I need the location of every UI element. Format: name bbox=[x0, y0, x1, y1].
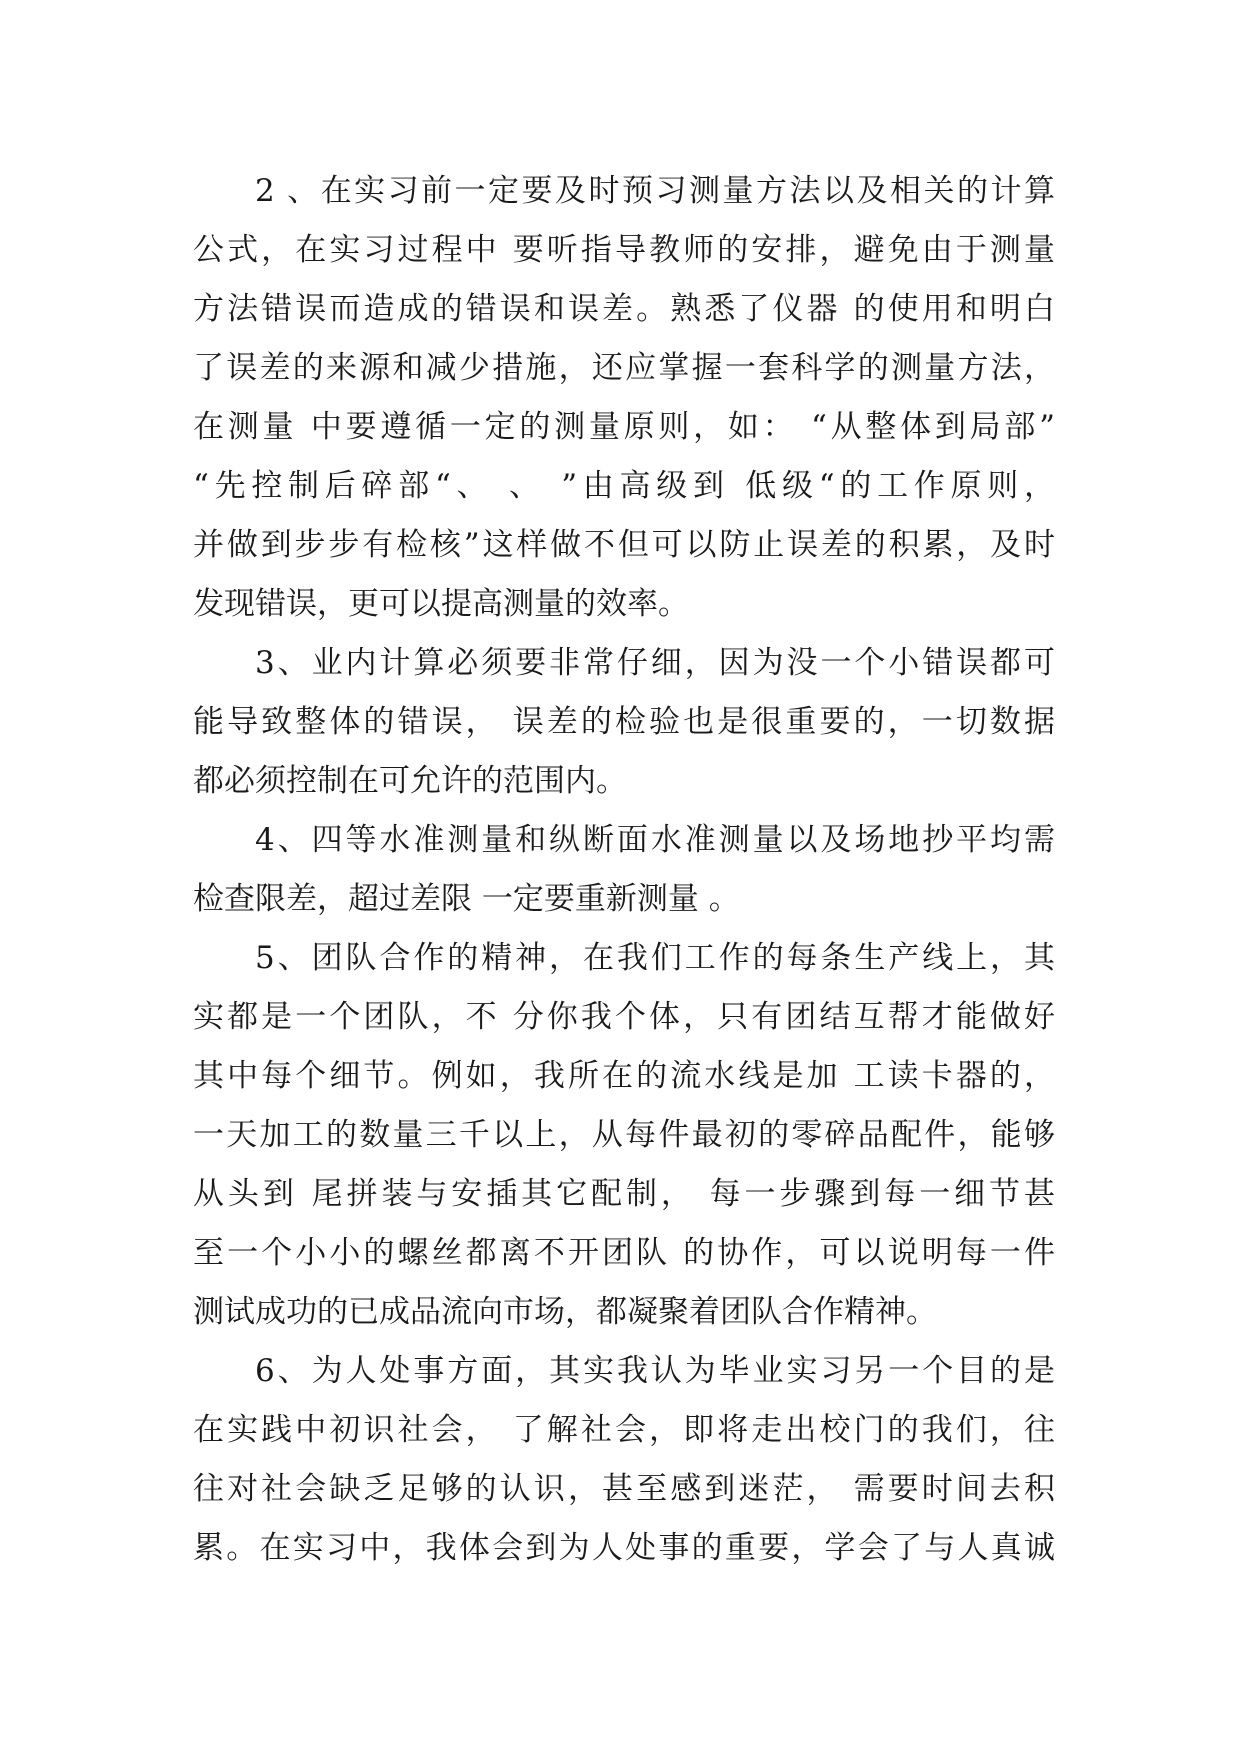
text-line: 并做到步步有检核”这样做不但可以防止误差的积累，及时 bbox=[193, 527, 1055, 563]
text-line: 发现错误，更可以提高测量的效率。 bbox=[193, 586, 689, 622]
text-line: 一天加工的数量三千以上，从每件最初的零碎品配件，能够 bbox=[193, 1117, 1055, 1153]
text-line: 能导致整体的错误， 误差的检验也是很重要的，一切数据 bbox=[193, 704, 1055, 740]
text-line: 在实践中初识社会， 了解社会，即将走出校门的我们，往 bbox=[193, 1412, 1055, 1448]
text-line: 从头到 尾拼装与安插其它配制， 每一步骤到每一细节甚 bbox=[193, 1176, 1055, 1212]
paragraph-first-line: 2 、在实习前一定要及时预习测量方法以及相关的计算 bbox=[255, 173, 1055, 209]
text-line: 检查限差，超过差限 一定要重新测量 。 bbox=[193, 881, 740, 917]
text-line: 累。在实习中，我体会到为人处事的重要，学会了与人真诚 bbox=[193, 1530, 1055, 1566]
body-text bbox=[193, 162, 1055, 1578]
text-line: 实都是一个团队，不 分你我个体，只有团结互帮才能做好 bbox=[193, 999, 1055, 1035]
text-line: 至一个小小的螺丝都离不开团队 的协作，可以说明每一件 bbox=[193, 1235, 1055, 1271]
text-line: 在测量 中要遵循一定的测量原则，如： “从整体到局部” bbox=[193, 409, 1055, 445]
text-line: 往对社会缺乏足够的认识，甚至感到迷茫， 需要时间去积 bbox=[193, 1471, 1055, 1507]
text-line: “先控制后碎部“、 、 ”由高级到 低级“的工作原则， bbox=[193, 468, 1055, 504]
text-line: 都必须控制在可允许的范围内。 bbox=[193, 763, 627, 799]
paragraph-first-line: 6、为人处事方面，其实我认为毕业实习另一个目的是 bbox=[255, 1353, 1055, 1389]
paragraph-first-line: 4、四等水准测量和纵断面水准测量以及场地抄平均需 bbox=[255, 822, 1055, 858]
paragraph-first-line: 5、团队合作的精神，在我们工作的每条生产线上，其 bbox=[255, 940, 1055, 976]
text-line: 公式，在实习过程中 要听指导教师的安排，避免由于测量 bbox=[193, 232, 1055, 268]
text-line: 其中每个细节。例如，我所在的流水线是加 工读卡器的， bbox=[193, 1058, 1055, 1094]
text-line: 了误差的来源和减少措施，还应掌握一套科学的测量方法， bbox=[193, 350, 1055, 386]
text-line: 测试成功的已成品流向市场，都凝聚着团队合作精神。 bbox=[193, 1294, 937, 1330]
paragraph-first-line: 3、业内计算必须要非常仔细，因为没一个小错误都可 bbox=[255, 645, 1055, 681]
text-line: 方法错误而造成的错误和误差。熟悉了仪器 的使用和明白 bbox=[193, 291, 1055, 327]
